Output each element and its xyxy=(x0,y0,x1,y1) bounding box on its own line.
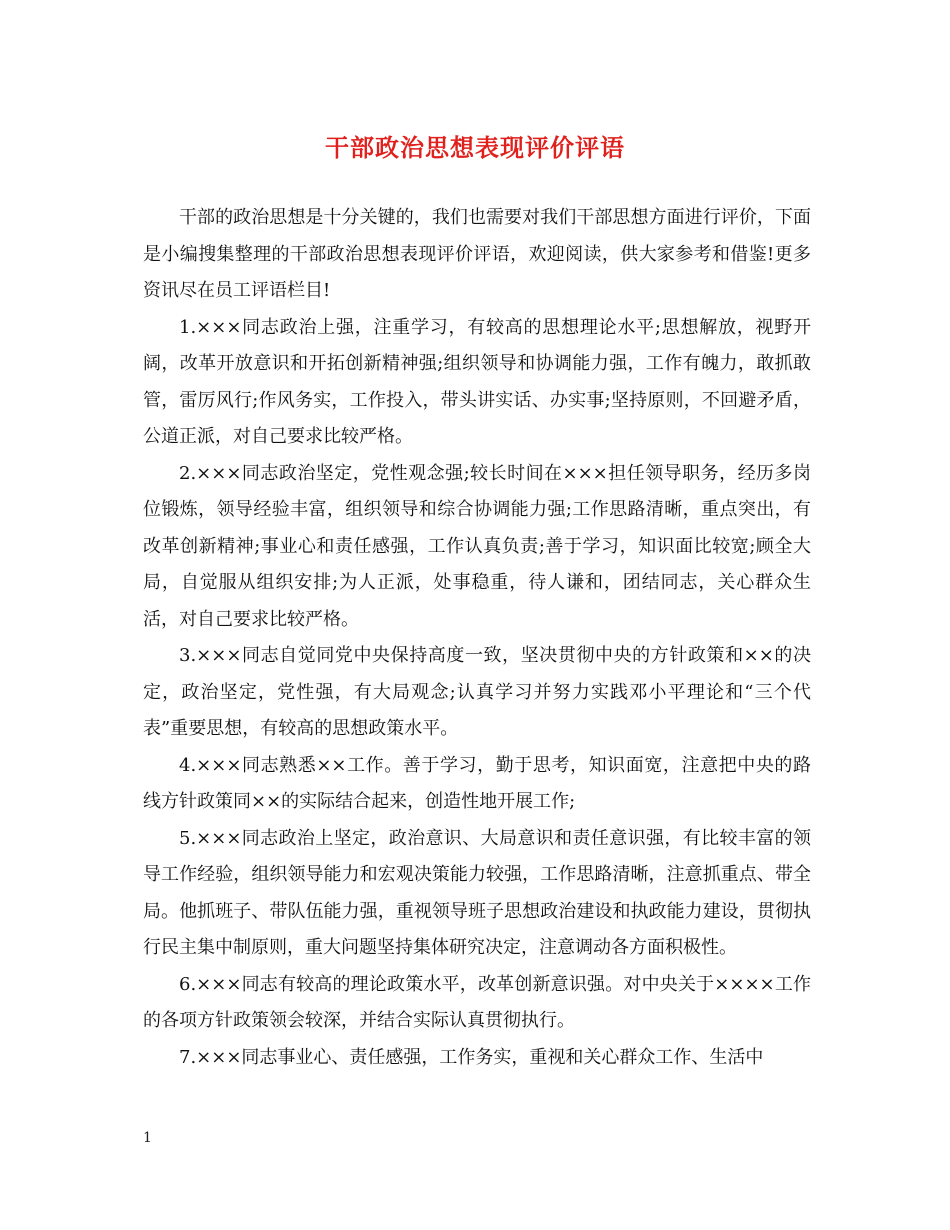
comment-paragraph-7: 7.×××同志事业心、责任感强，工作务实，重视和关心群众工作、生活中 xyxy=(179,1046,764,1068)
page-number: 1 xyxy=(143,1130,152,1146)
comment-paragraph-5: 5.×××同志政治上坚定，政治意识、大局意识和责任意识强，有比较丰富的领导工作经验，组织领导能力和宏观决策能力较强，工作思路清晰，注意抓重点、带全局。他抓班子、带队伍能力强，重视领导班子思想政治建设和执政能力建设，贯彻执行民主集中制原则，重大问题坚持集体研究决定，注意调动各方面积极性。 xyxy=(143,827,811,958)
comment-paragraph-3: 3.×××同志自觉同党中央保持高度一致，坚决贯彻中央的方针政策和××的决定，政治坚定，党性强，有大局观念;认真学习并努力实践邓小平理论和“三个代表”重要思想，有较高的思想政策水平。 xyxy=(143,645,811,739)
comment-paragraph-1: 1.×××同志政治上强，注重学习，有较高的思想理论水平;思想解放，视野开阔，改革开放意识和开拓创新精神强;组织领导和协调能力强，工作有魄力，敢抓敢管，雷厉风行;作风务实，工作投入，带头讲实话、办实事;坚持原则，不回避矛盾，公道正派，对自己要求比较严格。 xyxy=(143,316,811,447)
document-title: 干部政治思想表现评价评语 xyxy=(325,133,625,162)
intro-paragraph: 干部的政治思想是十分关键的，我们也需要对我们干部思想方面进行评价，下面是小编搜集整理的干部政治思想表现评价评语，欢迎阅读，供大家参考和借鉴!更多资讯尽在员工评语栏目! xyxy=(143,207,811,301)
document-body xyxy=(143,200,811,1076)
comment-paragraph-6: 6.×××同志有较高的理论政策水平，改革创新意识强。对中央关于××××工作的各项方针政策领会较深，并结合实际认真贯彻执行。 xyxy=(143,973,811,1031)
comment-paragraph-2: 2.×××同志政治坚定，党性观念强;较长时间在×××担任领导职务，经历多岗位锻炼，领导经验丰富，组织领导和综合协调能力强;工作思路清晰，重点突出，有改革创新精神;事业心和责任感强，工作认真负责;善于学习，知识面比较宽;顾全大局，自觉服从组织安排;为人正派，处事稳重，待人谦和，团结同志，关心群众生活，对自己要求比较严格。 xyxy=(143,462,811,630)
comment-paragraph-4: 4.×××同志熟悉××工作。善于学习，勤于思考，知识面宽，注意把中央的路线方针政策同××的实际结合起来，创造性地开展工作; xyxy=(143,754,811,812)
